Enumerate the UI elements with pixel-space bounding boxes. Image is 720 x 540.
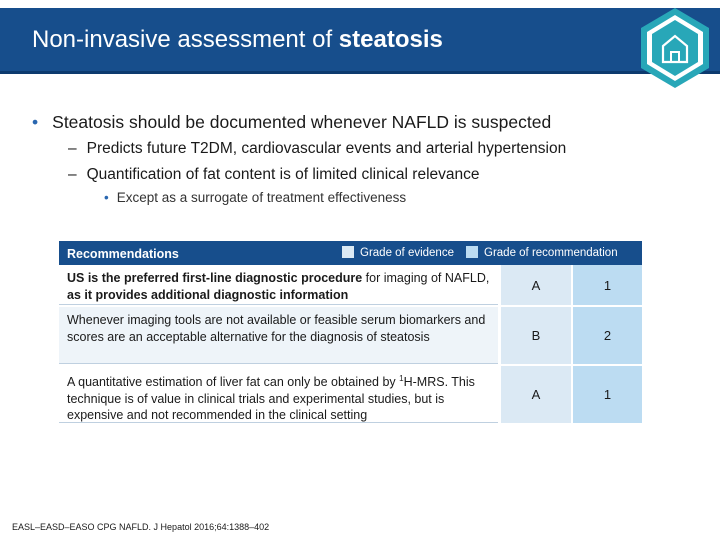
grade-of-evidence-cell: A bbox=[501, 366, 571, 423]
bullet-level1: • Steatosis should be documented whenever NAFLD is suspected bbox=[32, 112, 552, 132]
bullet-level2-item: – Quantification of fat content is of limited clinical relevance bbox=[68, 166, 480, 183]
recommendations-table bbox=[59, 241, 642, 424]
legend-swatch bbox=[342, 246, 354, 258]
recommendation-text: A quantitative estimation of liver fat can only be obtained by $^1$H-MRS. This technique is of value in clinical trials and experimental studies, but is expensive and not recommended in the clinical setting bbox=[59, 366, 498, 423]
recommendation-text: US is the preferred first-line diagnostic procedure for imaging of NAFLD, as it provides additional diagnostic information bbox=[59, 265, 498, 305]
table-header bbox=[59, 241, 642, 265]
bullet-level2-item: – Predicts future T2DM, cardiovascular events and arterial hypertension bbox=[68, 140, 567, 157]
grade-of-recommendation-cell: 1 bbox=[573, 265, 642, 305]
home-icon[interactable] bbox=[637, 6, 713, 90]
table-row bbox=[59, 265, 642, 306]
grade-of-evidence-cell: B bbox=[501, 307, 571, 364]
legend-swatch bbox=[466, 246, 478, 258]
grade-of-evidence-cell: A bbox=[501, 265, 571, 305]
table-row bbox=[59, 307, 642, 365]
title-bar bbox=[0, 8, 720, 74]
legend-evidence: Grade of evidence bbox=[342, 246, 454, 259]
slide-title: Non-invasive assessment of steatosis bbox=[32, 26, 443, 53]
recommendations-header: Recommendations bbox=[67, 247, 179, 261]
legend-recommendation: Grade of recommendation bbox=[466, 246, 618, 259]
recommendation-text: Whenever imaging tools are not available or feasible serum biomarkers and scores are an acceptable alternative for the diagnosis of steatosis bbox=[59, 307, 498, 364]
citation: EASL–EASD–EASO CPG NAFLD. J Hepatol 2016;64:1388–402 bbox=[12, 522, 270, 532]
grade-of-recommendation-cell: 1 bbox=[573, 366, 642, 423]
bullet-level3: • Except as a surrogate of treatment effectiveness bbox=[104, 190, 407, 205]
grade-of-recommendation-cell: 2 bbox=[573, 307, 642, 364]
table-row bbox=[59, 366, 642, 424]
